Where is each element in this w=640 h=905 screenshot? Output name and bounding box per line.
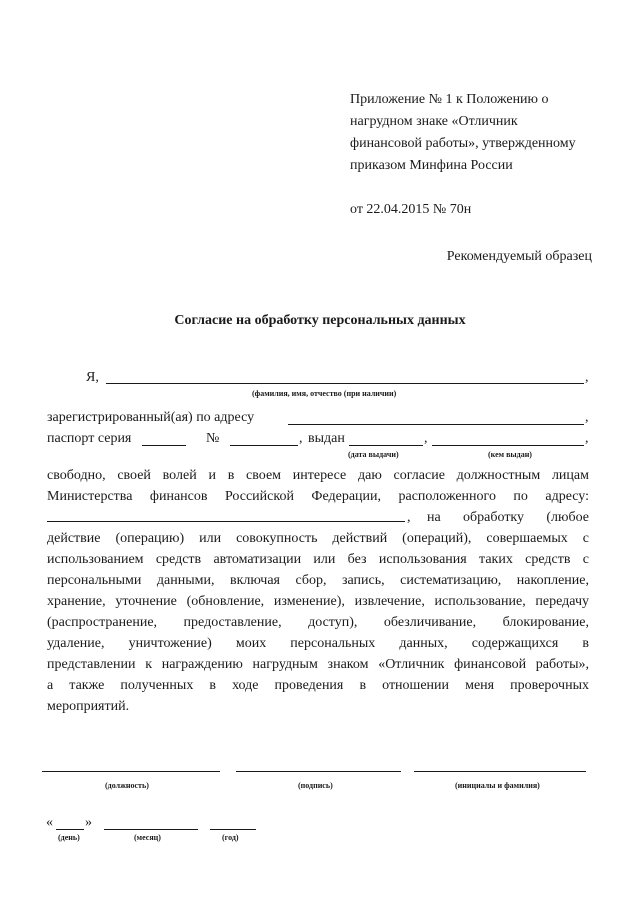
comma: , (407, 510, 411, 525)
paragraph-line: удаление, уничтожение) моих персональных данных, содержащихся в (47, 636, 589, 651)
consent-paragraph (47, 465, 589, 717)
appendix-line: нагрудном знаке «Отличник (350, 114, 518, 129)
i-label: Я, (86, 370, 99, 385)
comma: , (585, 410, 589, 425)
appendix-date: от 22.04.2015 № 70н (350, 202, 472, 217)
address-field[interactable] (288, 424, 584, 425)
passport-series-field[interactable] (142, 445, 186, 446)
paragraph-line: действие (операцию) или совокупность действий (операций), совершаемых с (47, 531, 589, 546)
issued-by-field[interactable] (432, 445, 584, 446)
appendix-line: приказом Минфина России (350, 158, 513, 173)
issue-date-caption: (дата выдачи) (348, 450, 399, 459)
document-title: Согласие на обработку персональных данных (174, 313, 466, 328)
paragraph-line: хранение, уточнение (обновление, изменение), извлечение, использование, передачу (47, 594, 589, 609)
comma: , (585, 431, 589, 446)
issued-label: выдан (308, 431, 345, 446)
paragraph-line: свободно, своей волей и в своем интересе даю согласие должностным лицам (47, 468, 589, 483)
appendix-block (350, 89, 610, 221)
ministry-address-field[interactable] (47, 507, 405, 522)
recommended-sample-label: Рекомендуемый образец (446, 249, 592, 264)
registered-label: зарегистрированный(ая) по адресу (47, 410, 255, 425)
comma: , (585, 370, 589, 385)
passport-number-label: № (206, 431, 220, 446)
day-caption: (день) (58, 833, 80, 842)
paragraph-line: мероприятий. (47, 699, 130, 714)
issued-by-caption: (кем выдан) (488, 450, 532, 459)
month-caption: (месяц) (134, 833, 161, 842)
name-caption: (инициалы и фамилия) (455, 781, 540, 790)
month-field[interactable] (104, 829, 198, 830)
comma: , (299, 431, 303, 446)
paragraph-line: представлении к награждению нагрудным знаком «Отличник финансовой работы», (47, 657, 589, 672)
passport-series-label: паспорт серия (47, 431, 132, 446)
appendix-line: Приложение № 1 к Положению о (350, 92, 549, 107)
paragraph-line-with-field (47, 507, 589, 528)
appendix-line: финансовой работы», утвержденному (350, 136, 576, 151)
paragraph-line: (распространение, предоставление, доступ), обезличивание, блокирование, (47, 615, 589, 630)
passport-number-field[interactable] (230, 445, 298, 446)
paragraph-line: а также полученных в ходе проведения в отношении меня проверочных (47, 678, 589, 693)
fio-field[interactable] (106, 383, 584, 384)
paragraph-line: Министерства финансов Российской Федерации, расположенного по адресу: (47, 489, 589, 504)
year-field[interactable] (210, 829, 256, 830)
paragraph-line: использованием средств автоматизации или без использования таких средств с (47, 552, 589, 567)
comma: , (424, 431, 428, 446)
paragraph-line: на обработку (любое (427, 510, 589, 525)
position-field[interactable] (42, 771, 220, 772)
quote-open: « (46, 815, 53, 830)
paragraph-line: персональными данными, включая сбор, запись, систематизацию, накопление, (47, 573, 589, 588)
quote-close: » (85, 815, 92, 830)
position-caption: (должность) (105, 781, 149, 790)
year-caption: (год) (222, 833, 239, 842)
name-field[interactable] (414, 771, 586, 772)
issue-date-field[interactable] (349, 445, 423, 446)
fio-caption: (фамилия, имя, отчество (при наличии) (252, 389, 397, 398)
signature-caption: (подпись) (298, 781, 333, 790)
signature-field[interactable] (236, 771, 401, 772)
day-field[interactable] (56, 829, 84, 830)
